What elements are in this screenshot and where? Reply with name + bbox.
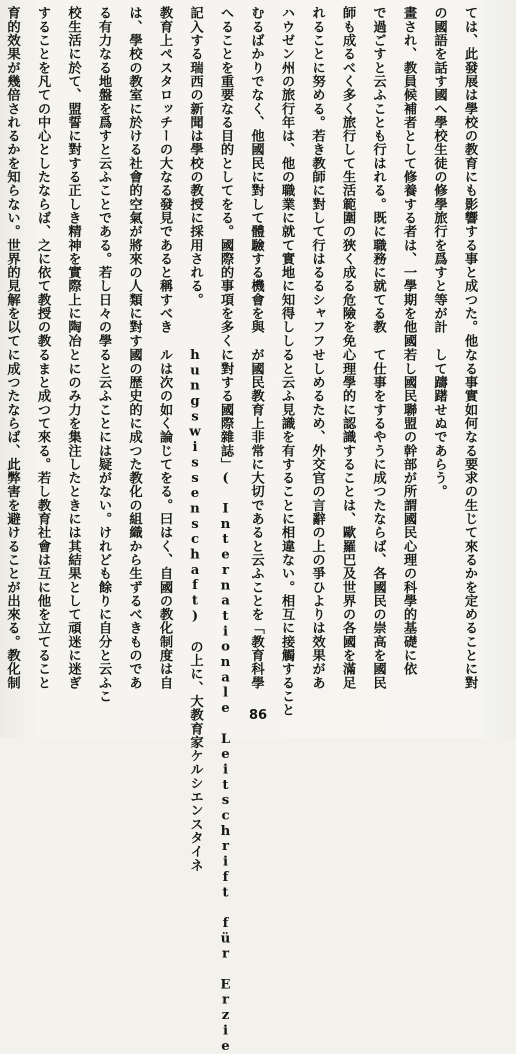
- text-column: が國民教育上非常に大切であると云ふことを「教育科學: [248, 348, 264, 690]
- text-column: することを凡ての中心としたならば、之に依て教授の教: [35, 6, 50, 348]
- text-column: hungswissenschaft) の上に、大教育家ケルシエンスタイネ: [187, 348, 203, 872]
- text-column: ルは次の如く論じてをる。曰はく、自國の教化制度は自: [157, 348, 172, 690]
- text-column: で過ごすと云ふことも行はれる。既に職務に就てる教: [370, 6, 386, 334]
- text-column: ては、此發展は學校の教育にも影響する事と成つた。他: [462, 6, 477, 348]
- text-column: むるばかりでなく、他國民に對して體驗する機會を與: [248, 6, 264, 334]
- text-column: 記入する瑞西の新聞は學校の教授に採用される。: [187, 6, 203, 307]
- text-column: へることを重要なる目的としてをる。國際的事項を多く: [218, 6, 233, 348]
- text-column: なる事實如何なる要求の生じて來るかを定めることに對: [462, 348, 477, 690]
- text-column: ると云ふことには疑がない。けれども餘りに自分と云ふこ: [96, 348, 111, 703]
- text-column: に成つたならば、此弊害を避けることが出來る。教化制: [4, 348, 20, 690]
- text-column: 育的效果が幾倍されるかを知らない。世界的見解を以て: [4, 6, 20, 348]
- text-column: 教育上ペスタロッチーの大なる發見であると稱すべき: [157, 6, 172, 334]
- text-column: ると云ふ見識を有することに相違ない。相互に接觸すること: [279, 348, 294, 717]
- text-column: 若し國民聯盟の幹部が所謂國民心理の科學的基礎に依: [401, 348, 416, 676]
- text-column: 校生活に於て、盟誓に對する正しき精神を實際上に陶冶: [65, 6, 81, 348]
- text-column: るまと成つて來る。若し教育社會は互に他を立てること: [35, 348, 50, 690]
- text-column: 畫され、教員候補者として修養する者は、一學期を他國: [401, 6, 416, 348]
- text-column: 師も成るべく多く旅行して生活範圍の狹く成る危險を免: [340, 6, 355, 348]
- text-column: とにのみ力を集注したときには其結果として頑迷に迷ぎ: [65, 348, 81, 690]
- text-column: せしめるため、外交官の言辭の上の爭ひよりは效果があ: [309, 348, 325, 690]
- text-column: て仕事をするやうに成つたならば、各國民の崇高を國民: [370, 348, 386, 690]
- page-number: 86: [248, 708, 268, 723]
- text-column: の國語を話す國へ學校生徒の修學旅行を爲すと等が計: [431, 6, 447, 334]
- text-column: 國の歴史的に成つた教化の組織から生ずるべきものであ: [126, 348, 142, 690]
- upper-text-block: [4, 6, 484, 348]
- text-column: に對する國際雜誌」( Internationale Leitschrift für Erzie: [218, 348, 233, 1054]
- text-column: れることに努める。若き教師に對して行はるるシャフフ: [309, 6, 325, 348]
- text-column: して躊躇せぬであらう。: [431, 348, 447, 499]
- text-column: ハウゼン州の旅行年は、他の職業に就て實地に知得しし: [279, 6, 294, 348]
- text-column: 心理學的に認識することは、歐羅巴及世界の各國を滿足: [340, 348, 355, 690]
- text-column: は、學校の教室に於ける社會的空氣が將來の人類に對す: [126, 6, 142, 348]
- text-column: る有力なる地盤を爲すと云ふことである。若し日々の學: [96, 6, 111, 348]
